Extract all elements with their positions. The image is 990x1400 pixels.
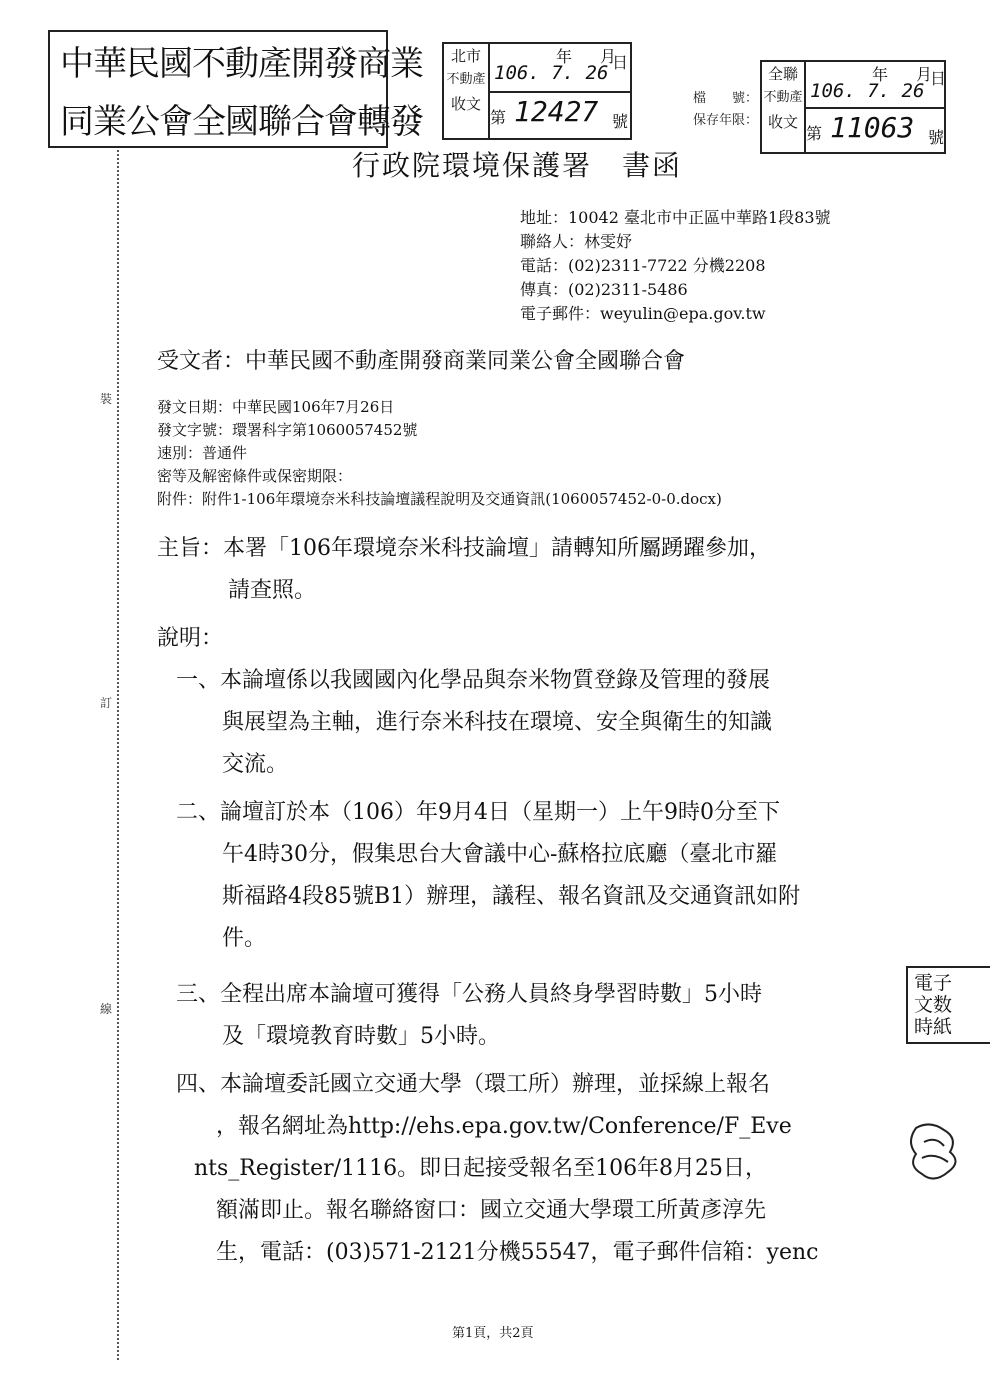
explanation-label: 說明： [157, 626, 224, 651]
contact-phone: 電話：(02)2311-7722 分機2208 [520, 256, 766, 275]
attachment: 附件：附件1-106年環境奈米科技論壇議程說明及交通資訊(1060057452-0-0.docx) [157, 490, 722, 508]
subject-line2: 請查照。 [228, 578, 317, 603]
relay-stamp [48, 30, 423, 148]
receive-stamp-number: 第 12427 號 [490, 95, 629, 131]
relay-stamp-line1: 中華民國不動產開發商業 [60, 44, 423, 84]
contact-block [520, 206, 831, 326]
explanation-item-3: 三、全程出席本論壇可獲得「公務人員終身學習時數」5小時 及「環境教育時數」5小時。 [176, 982, 763, 1049]
receive-stamp-date: 年 月 日 106. 7. 26 [804, 62, 944, 109]
receive-number-handwritten: 12427 [514, 95, 599, 128]
explanation-item-2: 二、論壇訂於本（106）年9月4日（星期一）上午9時0分至下 午4時30分，假集思台大會議中心-蘇格拉底廳（臺北市羅 斯福路4段85號B1）辦理，議程、報名資訊及交通資訊如附 件。 [176, 800, 801, 951]
binding-mark-xian: 線 [100, 998, 112, 1019]
contact-email: 電子郵件：weyulin@epa.gov.tw [520, 304, 766, 323]
seal-mark-icon [904, 1118, 964, 1188]
document-title: 行政院環境保護署 書函 [352, 149, 683, 182]
receive-stamp-org: 北市 不動產 收文 [444, 44, 490, 138]
receive-number-handwritten: 11063 [830, 111, 915, 144]
secrecy-level: 密等及解密條件或保密期限： [157, 467, 353, 485]
relay-stamp-line2: 同業公會全國聯合會轉發 [60, 102, 423, 142]
subject-label: 主旨： [157, 536, 224, 561]
issue-date: 發文日期：中華民國106年7月26日 [157, 398, 395, 416]
recipient: 受文者：中華民國不動產開發商業同業公會全國聯合會 [157, 349, 686, 374]
contact-fax: 傳真：(02)2311-5486 [520, 280, 688, 299]
receive-date-handwritten: 106. 7. 26 [810, 80, 925, 102]
receive-stamp-taipei [442, 42, 632, 140]
page-footer: 第1頁，共2頁 [452, 1326, 534, 1341]
side-stamp: 電子 文数 時紙 [906, 966, 990, 1044]
receive-stamp-date: 年 月 日 106. 7. 26 [488, 44, 630, 93]
receive-stamp-org: 全聯 不動產 收文 [762, 62, 806, 152]
document-meta [157, 396, 722, 511]
binding-mark-ding: 訂 [100, 692, 112, 713]
file-meta [660, 88, 758, 132]
receive-date-handwritten: 106. 7. 26 [494, 62, 609, 84]
retention-label: 保存年限： [692, 113, 758, 128]
explanation-item-1: 一、本論壇係以我國國內化學品與奈米物質登錄及管理的發展 與展望為主軸，進行奈米科技在環境、安全與衛生的知識 交流。 [176, 668, 773, 777]
subject [157, 528, 877, 612]
contact-address: 地址：10042 臺北市中正區中華路1段83號 [520, 208, 831, 227]
issue-number: 發文字號：環署科字第1060057452號 [157, 421, 418, 439]
binding-line [117, 150, 119, 1360]
binding-mark-zhuang: 裝 [100, 388, 112, 409]
receive-stamp-national [760, 60, 946, 154]
contact-person: 聯絡人：林雯妤 [520, 232, 633, 251]
file-number-label: 檔 號： [692, 91, 758, 106]
receive-stamp-number: 第 11063 號 [806, 111, 945, 147]
subject-line1: 本署「106年環境奈米科技論壇」請轉知所屬踴躍參加， [223, 536, 772, 561]
speed-class: 速別：普通件 [157, 444, 248, 462]
explanation-item-4: 四、本論壇委託國立交通大學（環工所）辦理，並採線上報名 ，報名網址為http://ehs.epa.gov.tw/Conference/F_Eve nts_Register/1116。即日起接受報名至106年8月25日， 額滿即止。報名聯絡窗口：國立交通大學環工所黃彥淳先 生，電話：(03)571-2121分機55547，電子郵件信箱：yenc [176, 1072, 819, 1265]
